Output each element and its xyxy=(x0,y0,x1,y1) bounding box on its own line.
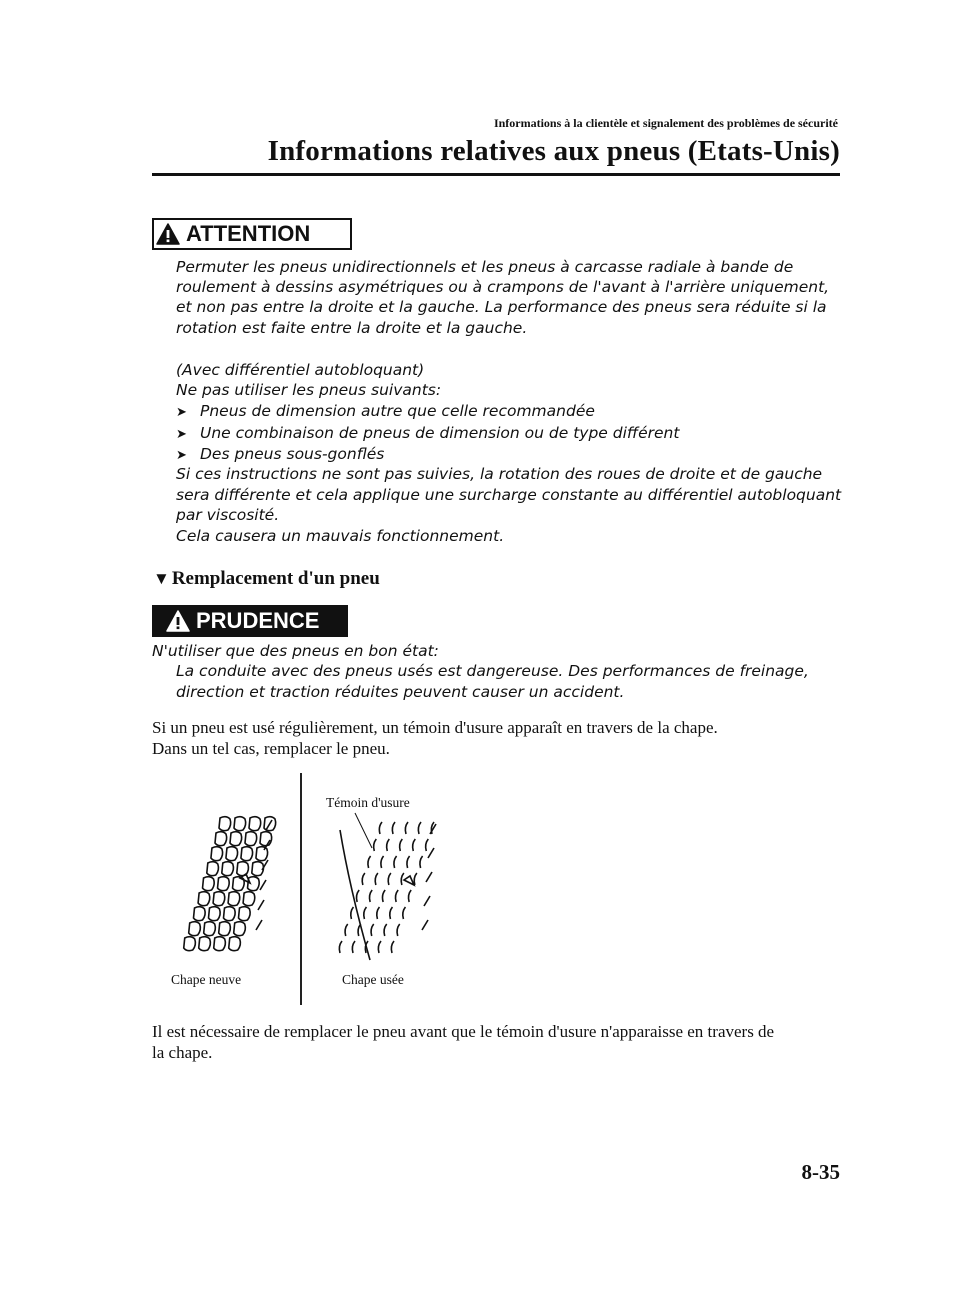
triangle-down-icon: ▼ xyxy=(153,569,170,588)
attention-line: sera différente et cela applique une surcharge constante au différentiel autobloquant xyxy=(176,486,842,504)
attention-line: par viscosité. xyxy=(176,506,280,524)
header-rule xyxy=(152,173,840,176)
page-number: 8-35 xyxy=(801,1160,840,1184)
attention-subheading: (Avec différentiel autobloquant) xyxy=(176,361,425,379)
page-title: Informations relatives aux pneus (Etats-Unis) xyxy=(267,135,840,167)
prudence-line: La conduite avec des pneus usés est dangereuse. Des performances de freinage, xyxy=(176,662,809,680)
bullet-item: ➤ Une combinaison de pneus de dimension ou de type différent xyxy=(176,423,679,445)
body-paragraph-line: la chape. xyxy=(152,1043,213,1062)
attention-badge xyxy=(152,218,352,250)
new-tread-label: Chape neuve xyxy=(171,972,242,987)
attention-line: rotation est faite entre la droite et la gauche. xyxy=(176,319,528,337)
new-tread-illustration xyxy=(184,817,276,951)
prudence-heading: N'utiliser que des pneus en bon état: xyxy=(152,642,439,660)
worn-tread-illustration xyxy=(339,822,436,960)
bullet-item: ➤ Pneus de dimension autre que celle recommandée xyxy=(176,401,595,423)
body-paragraph-line: Dans un tel cas, remplacer le pneu. xyxy=(152,739,390,758)
arrow-bullet-icon: ➤ xyxy=(176,405,187,420)
header-subtitle: Informations à la clientèle et signalement des problèmes de sécurité xyxy=(493,116,838,130)
body-paragraph-line: Il est nécessaire de remplacer le pneu avant que le témoin d'usure n'apparaisse en travers de xyxy=(152,1022,775,1041)
wear-indicator-label: Témoin d'usure xyxy=(326,795,410,810)
attention-line: Si ces instructions ne sont pas suivies, la rotation des roues de droite et de gauche xyxy=(176,465,823,483)
attention-line: roulement à dessins asymétriques ou à crampons de l'avant à l'arrière uniquement, xyxy=(176,278,830,296)
tread-wear-figure xyxy=(160,800,450,970)
attention-intro: Ne pas utiliser les pneus suivants: xyxy=(176,381,442,399)
section-heading: ▼ Remplacement d'un pneu xyxy=(153,568,380,589)
warning-icon xyxy=(166,610,190,632)
worn-tread-label: Chape usée xyxy=(342,972,404,987)
arrow-bullet-icon: ➤ xyxy=(176,427,187,442)
attention-line: et non pas entre la droite et la gauche. La performance des pneus sera réduite si la xyxy=(176,298,827,316)
attention-line: Permuter les pneus unidirectionnels et les pneus à carcasse radiale à bande de xyxy=(176,258,794,276)
prudence-label: PRUDENCE xyxy=(196,608,320,633)
prudence-line: direction et traction réduites peuvent causer un accident. xyxy=(176,683,625,701)
attention-line: Cela causera un mauvais fonctionnement. xyxy=(176,527,505,545)
arrow-bullet-icon: ➤ xyxy=(176,448,187,463)
prudence-badge xyxy=(152,605,348,637)
warning-icon xyxy=(156,223,180,245)
bullet-item: ➤ Des pneus sous-gonflés xyxy=(176,444,384,466)
wear-indicator-leader xyxy=(355,813,372,848)
attention-label: ATTENTION xyxy=(186,221,311,246)
body-paragraph-line: Si un pneu est usé régulièrement, un témoin d'usure apparaît en travers de la chape. xyxy=(152,718,718,737)
